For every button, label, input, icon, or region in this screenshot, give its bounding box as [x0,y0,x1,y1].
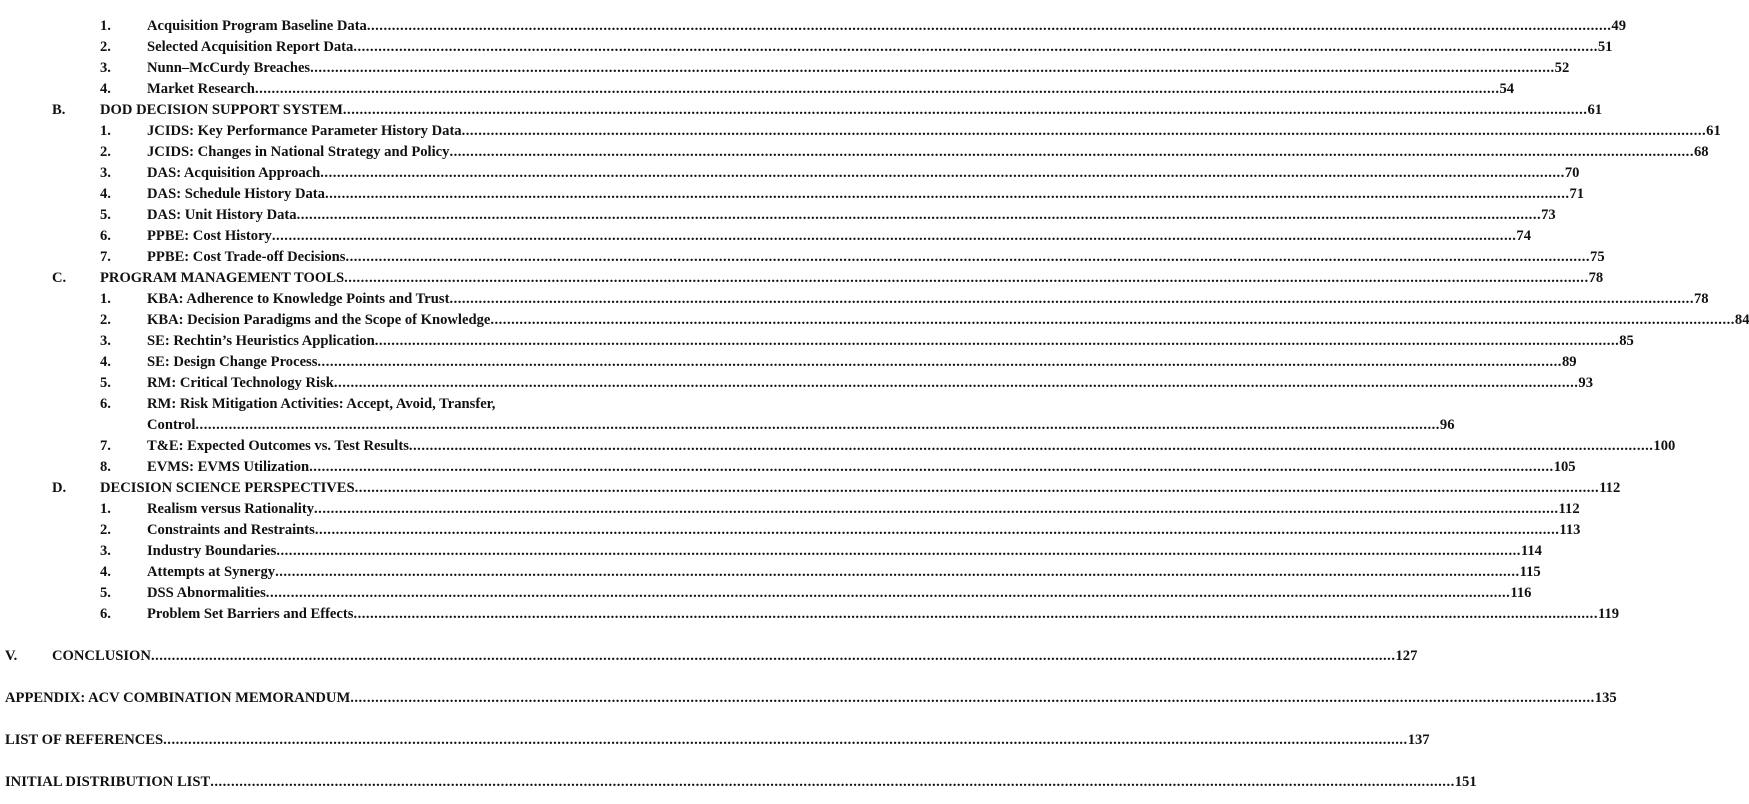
toc-entry[interactable] [0,772,1477,792]
toc-entry-page: 68 [1693,144,1709,160]
toc-entry-number: 7. [100,438,111,454]
toc-entry-page: 93 [1578,375,1594,391]
leader-dots: ............................................................................................................................................................................................................................................................................................................ [342,102,1588,118]
toc-entry-number: 6. [100,606,111,622]
toc-entry-number: 1. [100,123,111,139]
toc-entry-page: 71 [1569,186,1585,202]
toc-entry-number: 5. [100,585,111,601]
toc-entry-number: 4. [100,81,111,97]
toc-entry[interactable] [0,121,1721,141]
leader-dots: ............................................................................................................................................................................................................................................................................................................ [296,207,1542,223]
leader-dots: ............................................................................................................................................................................................................................................................................................................ [320,165,1565,181]
leader-dots: ............................................................................................................................................................................................................................................................................................................ [461,123,1707,139]
toc-entry[interactable] [0,163,1580,183]
toc-entry-title: Industry Boundaries [147,543,277,559]
toc-entry-title: Acquisition Program Baseline Data [147,18,367,34]
toc-entry-number: 4. [100,354,111,370]
toc-entry-title: INITIAL DISTRIBUTION LIST [5,774,211,790]
leader-dots: ............................................................................................................................................................................................................................................................................................................ [150,648,1396,664]
toc-entry-title: CONCLUSION [52,648,151,664]
toc-entry-title: DAS: Unit History Data [147,207,297,223]
leader-dots: ............................................................................................................................................................................................................................................................................................................ [276,543,1521,559]
toc-entry-number: 5. [100,375,111,391]
toc-entry[interactable] [0,436,1676,456]
toc-entry-page: 84 [1734,312,1749,328]
leader-dots: ............................................................................................................................................................................................................................................................................................................ [354,480,1600,496]
toc-entry-page: 78 [1693,291,1709,307]
toc-entry-number: D. [52,480,67,496]
toc-entry-page: 54 [1499,81,1515,97]
leader-dots: ............................................................................................................................................................................................................................................................................................................ [350,690,1595,706]
toc-entry[interactable] [0,604,1620,624]
toc-entry-number: 1. [100,291,111,307]
toc-entry-number: 6. [100,228,111,244]
toc-entry[interactable] [0,310,1749,330]
toc-entry-page: 52 [1554,60,1570,76]
toc-entry-page: 100 [1653,438,1676,454]
toc-entry[interactable] [0,562,1541,582]
toc-entry-title: JCIDS: Key Performance Parameter History Data [147,123,462,139]
toc-entry-page: 85 [1619,333,1634,349]
toc-entry-title: KBA: Decision Paradigms and the Scope of Knowledge [147,312,491,328]
toc-entry[interactable] [0,16,1626,36]
toc-entry[interactable] [0,541,1542,561]
toc-entry-page: 114 [1520,543,1542,559]
toc-entry[interactable] [0,289,1709,309]
toc-entry-title: Realism versus Rationality [147,501,315,517]
toc-entry-title: JCIDS: Changes in National Strategy and Policy [147,144,450,160]
toc-entry-page: 75 [1590,249,1605,265]
toc-entry-number: 7. [100,249,111,265]
toc-entry-page: 70 [1564,165,1580,181]
toc-entry-number: 2. [100,144,111,160]
toc-entry[interactable] [0,352,1577,372]
toc-entry-page: 73 [1541,207,1556,223]
toc-entry[interactable] [0,205,1556,225]
toc-entry-title: RM: Critical Technology Risk [147,375,334,391]
toc-entry-title: SE: Design Change Process [147,354,318,370]
toc-entry[interactable] [0,688,1617,708]
toc-entry-number: 2. [100,522,111,538]
toc-entry[interactable] [0,226,1531,246]
toc-entry[interactable] [0,520,1581,540]
toc-entry-number: 2. [100,312,111,328]
toc-entry[interactable] [0,247,1605,267]
leader-dots: ............................................................................................................................................................................................................................................................................................................ [353,39,1598,55]
toc-entry-page: 135 [1594,690,1617,706]
toc-entry-page: 112 [1558,501,1580,517]
toc-entry-title: Attempts at Synergy [147,564,276,580]
leader-dots: ............................................................................................................................................................................................................................................................................................................ [317,354,1562,370]
toc-entry-number: 3. [100,60,111,76]
leader-dots: ............................................................................................................................................................................................................................................................................................................ [490,312,1735,328]
toc-entry[interactable] [0,58,1570,78]
toc-entry-page: 74 [1516,228,1531,244]
toc-entry-title: T&E: Expected Outcomes vs. Test Results [147,438,409,454]
toc-entry-page: 51 [1597,39,1613,55]
toc-entry-number: 6. [100,396,111,412]
leader-dots: ............................................................................................................................................................................................................................................................................................................ [163,732,1408,748]
toc-entry-number: 8. [100,459,111,475]
toc-entry-title: LIST OF REFERENCES [5,732,164,748]
toc-entry-page: 49 [1611,18,1626,34]
leader-dots: ............................................................................................................................................................................................................................................................................................................ [314,501,1559,517]
toc-entry-page: 96 [1439,417,1455,433]
toc-entry-page: 105 [1553,459,1576,475]
toc-entry-number: 1. [100,18,111,34]
toc-entry[interactable] [0,331,1634,351]
toc-entry-number: 4. [100,564,111,580]
toc-entry[interactable] [0,583,1532,603]
toc-entry-title: PPBE: Cost Trade-off Decisions [147,249,346,265]
toc-entry-page: 61 [1706,123,1721,139]
toc-entry[interactable] [0,79,1515,99]
leader-dots: ............................................................................................................................................................................................................................................................................................................ [310,60,1555,76]
leader-dots: ............................................................................................................................................................................................................................................................................................................ [353,606,1598,622]
leader-dots: ............................................................................................................................................................................................................................................................................................................ [265,585,1511,601]
leader-dots: ............................................................................................................................................................................................................................................................................................................ [408,438,1654,454]
toc-entry-title: SE: Rechtin’s Heuristics Application [147,333,375,349]
toc-entry[interactable] [0,394,560,414]
toc-entry-page: 127 [1395,648,1418,664]
leader-dots: ............................................................................................................................................................................................................................................................................................................ [324,186,1570,202]
leader-dots: ............................................................................................................................................................................................................................................................................................................ [366,18,1612,34]
toc-entry[interactable] [0,268,1604,288]
leader-dots: ............................................................................................................................................................................................................................................................................................................ [344,270,1589,286]
toc-entry-title: RM: Risk Mitigation Activities: Accept, Avoid, Transfer, [147,396,496,412]
toc-entry-page: 112 [1599,480,1621,496]
toc-entry-number: B. [52,102,66,118]
toc-entry-page: 89 [1561,354,1577,370]
leader-dots: ............................................................................................................................................................................................................................................................................................................ [314,522,1560,538]
leader-dots: ............................................................................................................................................................................................................................................................................................................ [449,291,1694,307]
toc-entry-title: Problem Set Barriers and Effects [147,606,354,622]
leader-dots: ............................................................................................................................................................................................................................................................................................................ [449,144,1694,160]
toc-entry-page: 116 [1510,585,1532,601]
leader-dots: ............................................................................................................................................................................................................................................................................................................ [309,459,1554,475]
leader-dots: ............................................................................................................................................................................................................................................................................................................ [254,81,1500,97]
toc-entry-page: 137 [1407,732,1430,748]
toc-entry-page: 119 [1597,606,1620,622]
leader-dots: ............................................................................................................................................................................................................................................................................................................ [374,333,1620,349]
toc-entry-title: DECISION SCIENCE PERSPECTIVES [100,480,355,496]
toc-entry-number: V. [5,648,18,664]
toc-entry[interactable] [0,499,1580,519]
toc-entry-title: DAS: Schedule History Data [147,186,325,202]
toc-entry-continuation[interactable] [0,415,1455,435]
toc-entry[interactable] [0,184,1585,204]
toc-entry[interactable] [0,457,1576,477]
toc-entry-number: 2. [100,39,111,55]
toc-entry-title: Nunn–McCurdy Breaches [147,60,311,76]
toc-entry-title: DAS: Acquisition Approach [147,165,321,181]
toc-entry[interactable] [0,646,1418,666]
toc-entry-title: DSS Abnormalities [147,585,266,601]
toc-entry[interactable] [0,100,1603,120]
toc-entry-page: 78 [1588,270,1604,286]
toc-entry-title: EVMS: EVMS Utilization [147,459,310,475]
toc-entry-title: PROGRAM MANAGEMENT TOOLS [100,270,345,286]
toc-entry-title: Market Research [147,81,255,97]
toc-entry[interactable] [0,478,1621,498]
toc-entry-number: C. [52,270,67,286]
toc-entry-page: 113 [1559,522,1581,538]
leader-dots: ............................................................................................................................................................................................................................................................................................................ [195,417,1440,433]
leader-dots: ............................................................................................................................................................................................................................................................................................................ [275,564,1520,580]
toc-entry-number: 1. [100,501,111,517]
toc-entry-title: PPBE: Cost History [147,228,272,244]
toc-entry[interactable] [0,730,1430,750]
toc-entry-number: 4. [100,186,111,202]
leader-dots: ............................................................................................................................................................................................................................................................................................................ [345,249,1591,265]
toc-entry-number: 3. [100,543,111,559]
toc-entry-number: 5. [100,207,111,223]
toc-entry[interactable] [0,37,1613,57]
toc-entry-number: 3. [100,165,111,181]
toc-entry-title: Selected Acquisition Report Data [147,39,354,55]
toc-entry-title: DOD DECISION SUPPORT SYSTEM [100,102,343,118]
toc-entry[interactable] [0,373,1594,393]
toc-entry-page: 61 [1587,102,1603,118]
toc-entry-title: APPENDIX: ACV COMBINATION MEMORANDUM [5,690,351,706]
leader-dots: ............................................................................................................................................................................................................................................................................................................ [333,375,1579,391]
toc-entry-title: KBA: Adherence to Knowledge Points and Trust [147,291,450,307]
leader-dots: ............................................................................................................................................................................................................................................................................................................ [271,228,1517,244]
leader-dots: ............................................................................................................................................................................................................................................................................................................ [210,774,1455,790]
toc-entry-title-continuation: Control [147,417,196,433]
toc-entry-page: 151 [1454,774,1477,790]
toc-entry-page: 115 [1519,564,1541,580]
toc-entry[interactable] [0,142,1709,162]
toc-entry-title: Constraints and Restraints [147,522,315,538]
toc-entry-number: 3. [100,333,111,349]
